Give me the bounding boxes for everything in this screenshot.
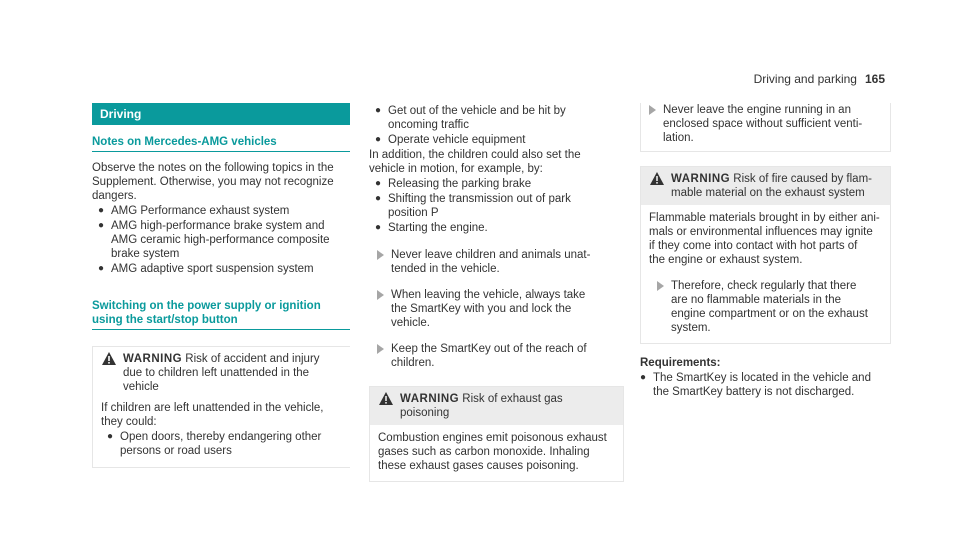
children-actions-list (369, 104, 624, 147)
list-item: ● AMG Performance exhaust system (98, 205, 290, 217)
list-item: ● AMG adaptive sport suspension system (98, 263, 314, 275)
instruction-step: Never leave children and animals unat- tended in the vehicle. (369, 248, 624, 276)
list-item: ● Get out of the vehicle and be hit by oncoming traffic (375, 105, 566, 131)
bullet-icon: ● (375, 193, 382, 204)
list-item: ● The SmartKey is located in the vehicle and the SmartKey battery is not discharged. (640, 372, 871, 398)
bullet-icon: ● (375, 178, 382, 189)
arrow-right-icon (657, 281, 664, 291)
column-1 (92, 103, 350, 468)
warning-list (101, 430, 342, 458)
instruction-step: Keep the SmartKey out of the reach of children. (369, 342, 624, 370)
notes-heading: Notes on Mercedes-AMG vehicles (92, 135, 350, 152)
requirements-list (640, 371, 891, 399)
list-item: ● AMG high-performance brake system and AMG ceramic high-performance composite brake system (98, 220, 330, 260)
instruction-step: When leaving the vehicle, always take the SmartKey with you and lock the vehicle. (369, 288, 624, 330)
list-item: ● Starting the engine. (375, 222, 488, 234)
list-item: ● Open doors, thereby endangering other persons or road users (107, 431, 322, 457)
arrow-right-icon (377, 344, 384, 354)
warning-header (93, 347, 350, 399)
warning-box-exhaust (369, 386, 624, 482)
warning-title: Risk of exhaust gas poisoning (400, 393, 563, 419)
list-item: ● Shifting the transmission out of park position P (375, 193, 571, 219)
bullet-icon: ● (640, 372, 647, 383)
warning-title: Risk of fire caused by flam- mable material on the exhaust system (671, 173, 872, 199)
bullet-icon: ● (98, 263, 105, 274)
arrow-right-icon (377, 290, 384, 300)
header-section: Driving and parking (753, 72, 857, 86)
warning-triangle-icon (379, 392, 393, 409)
warning-label: WARNING (123, 353, 183, 365)
column-3 (640, 103, 891, 400)
instruction-step: Never leave the engine running in an enclosed space without sufficient venti- lation. (641, 103, 890, 145)
bullet-icon: ● (375, 222, 382, 233)
addition-list (369, 177, 624, 235)
bullet-icon: ● (98, 220, 105, 231)
warning-header (370, 387, 623, 425)
bullet-icon: ● (375, 134, 382, 145)
warning-box-fire (640, 166, 891, 344)
notes-list (92, 204, 350, 276)
bullet-icon: ● (107, 431, 114, 442)
page-number: 165 (864, 72, 885, 86)
warning-body: Flammable materials brought in by either ani- mals or environmental influences may ignite if they come into contact with hot parts of the engine or exhaust system. Therefore, check regularly that there are no flammable materials in the engine compartment or on the exhaust system. (641, 205, 890, 343)
arrow-right-icon (649, 105, 656, 115)
instruction-step: Therefore, check regularly that there are no flammable materials in the engine compartment or on the exhaust system. (649, 279, 882, 335)
warning-triangle-icon (102, 352, 116, 369)
warning-body: Combustion engines emit poisonous exhaust gases such as carbon monoxide. Inhaling these exhaust gases causes poisoning. (378, 432, 607, 472)
warning-label: WARNING (671, 173, 731, 185)
notes-intro: Observe the notes on the following topics in the Supplement. Otherwise, you may not recognize dangers. (92, 162, 334, 202)
switch-heading: Switching on the power supply or ignition using the start/stop button (92, 299, 350, 330)
addition-text: In addition, the children could also set the vehicle in motion, for example, by: (369, 149, 581, 175)
warning-label: WARNING (400, 393, 460, 405)
arrow-right-icon (377, 250, 384, 260)
list-item: ● Operate vehicle equipment (375, 134, 526, 146)
warning-box-exhaust-continued (640, 103, 891, 152)
warning-body: If children are left unattended in the vehicle, they could: ● Open doors, thereby endangering other persons or road users (93, 399, 350, 467)
warning-triangle-icon (650, 172, 664, 189)
warning-box-children (92, 346, 350, 468)
warning-header (641, 167, 890, 205)
requirements-title: Requirements: (640, 357, 721, 369)
warning-title: Risk of accident and injury due to children left unattended in the vehicle (123, 353, 320, 393)
bullet-icon: ● (98, 205, 105, 216)
column-2-content (367, 103, 624, 482)
list-item: ● Releasing the parking brake (375, 178, 532, 190)
bullet-icon: ● (375, 105, 382, 116)
page-header (754, 72, 885, 86)
section-bar-driving: Driving (92, 103, 350, 125)
